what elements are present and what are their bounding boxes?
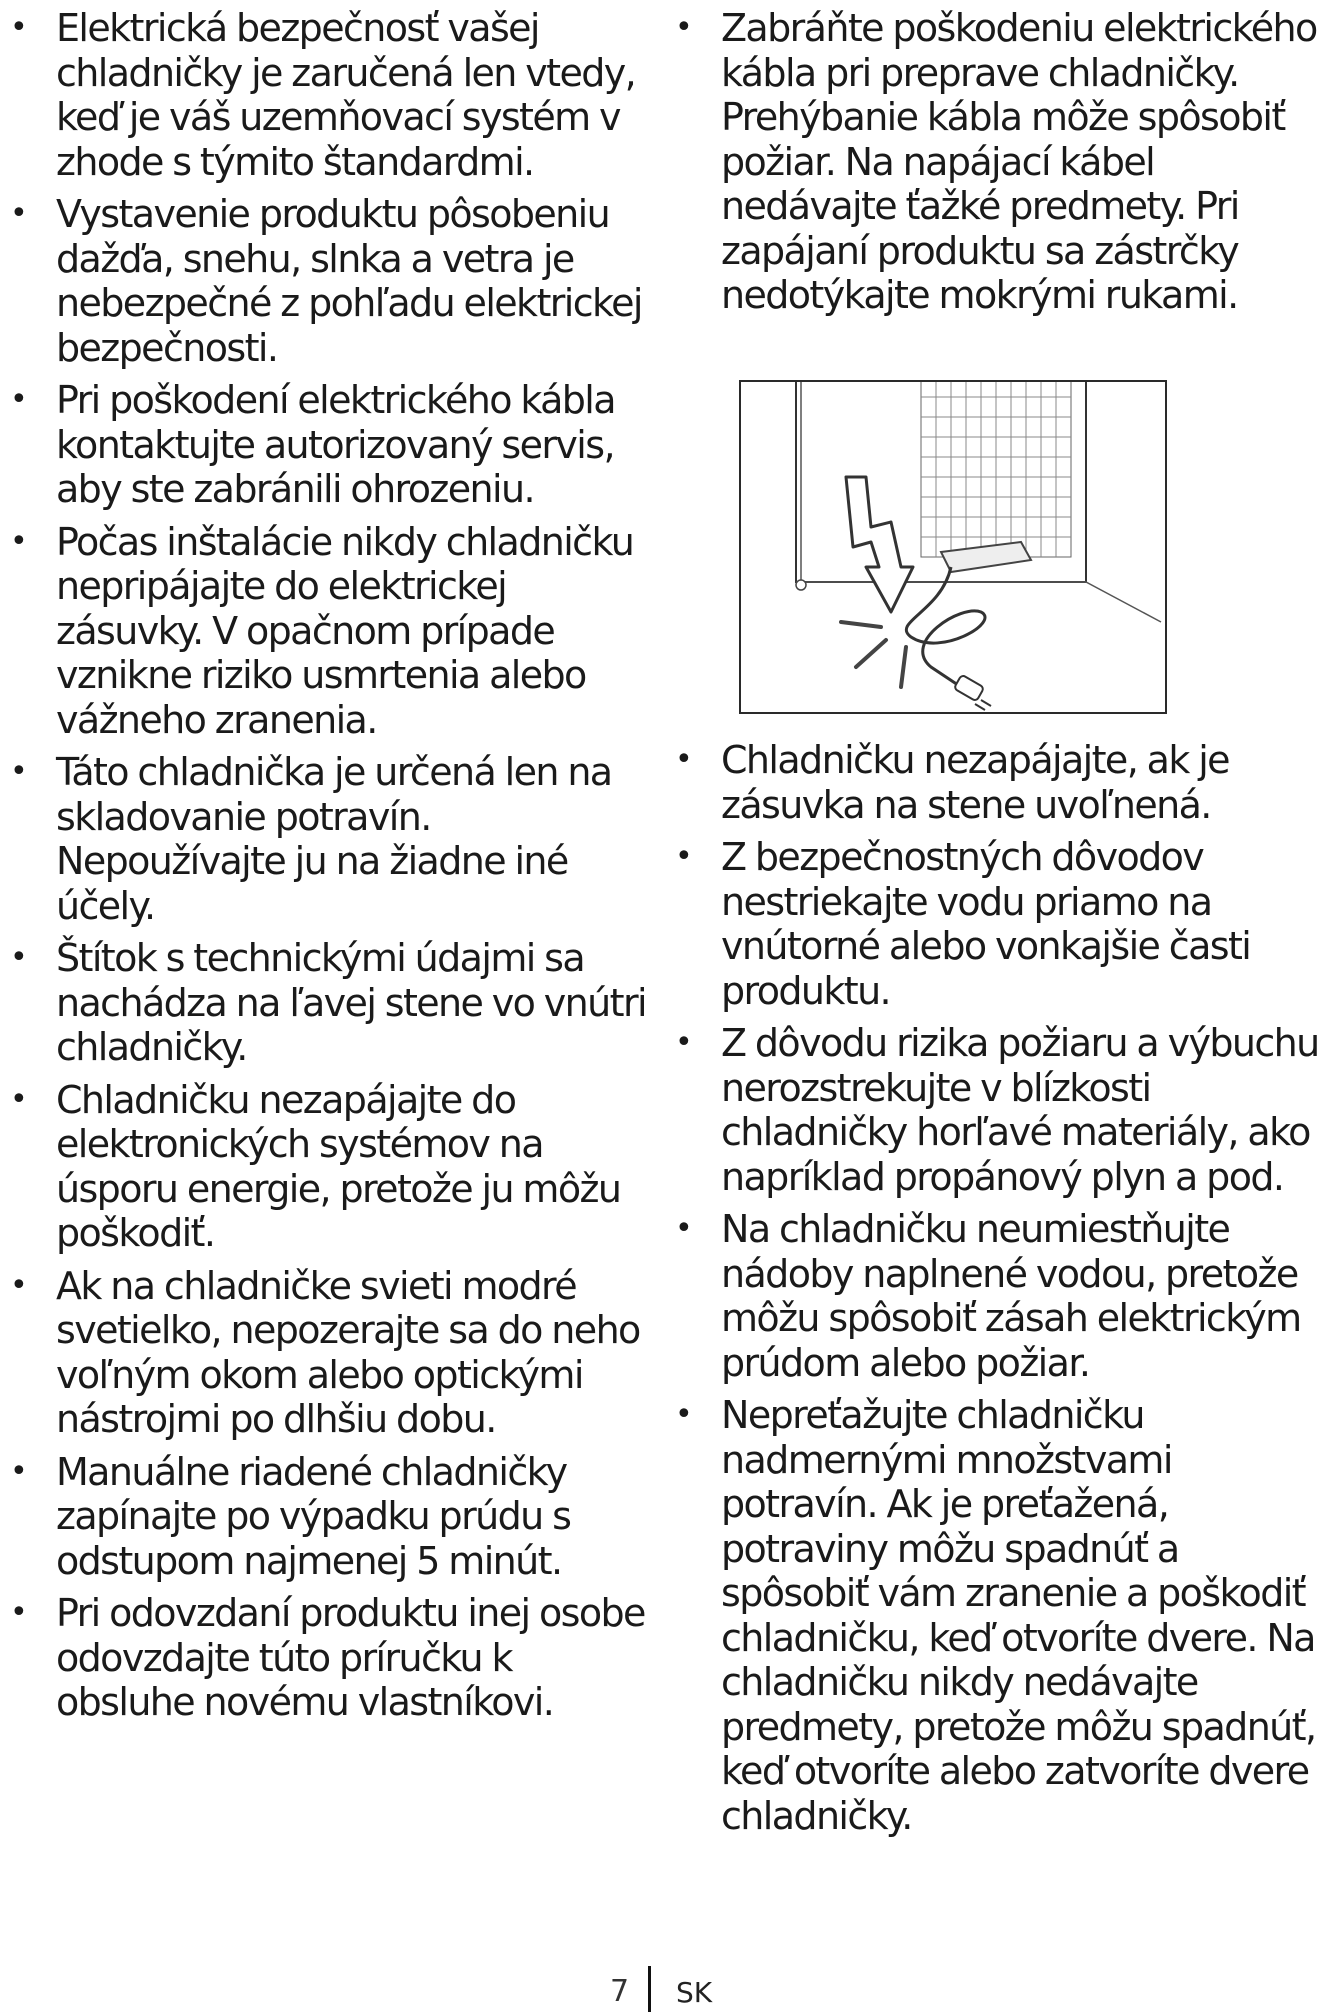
bullet-item	[665, 835, 1331, 1013]
bullet-item	[665, 1021, 1331, 1199]
bullet-text: Táto chladnička je určená len na skladovanie potravín. Nepoužívajte ju na žiadne iné účely.	[56, 750, 612, 928]
bullet-icon: •	[10, 1081, 27, 1117]
bullet-icon: •	[10, 1267, 27, 1303]
bullet-text: Vystavenie produktu pôsobeniu dažďa, snehu, slnka a vetra je nebezpečné z pohľadu elektrickej bezpečnosti.	[56, 192, 642, 370]
bullet-icon: •	[10, 754, 27, 789]
bullet-text: Pri odovzdaní produktu inej osobe odovzdajte túto príručku k obsluhe novému vlastníkovi.	[56, 1591, 645, 1724]
bullet-item	[0, 1450, 650, 1584]
bullet-icon: •	[675, 742, 692, 777]
bullet-text: Štítok s technickými údajmi sa nachádza na ľavej stene vo vnútri chladničky.	[56, 936, 646, 1069]
bullet-text: Ak na chladničke svieti modré svetielko, nepozerajte sa do neho voľným okom alebo optickými nástrojmi po dlhšiu dobu.	[56, 1263, 640, 1441]
bullet-text: Zabráňte poškodeniu elektrického kábla pri preprave chladničky. Prehýbanie kábla môže spôsobiť požiar. Na napájací kábel nedávajte ťažké predmety. Pri zapájaní produktu sa zástrčky nedotýkajte mokrými rukami.	[721, 6, 1317, 317]
left-bullet-list	[0, 0, 650, 1725]
bullet-item	[665, 1207, 1331, 1385]
bullet-text: Chladničku nezapájajte do elektronických systémov na úsporu energie, pretože ju môžu poškodiť.	[56, 1077, 621, 1255]
bullet-icon: •	[675, 839, 692, 874]
bullet-icon: •	[10, 382, 27, 417]
bullet-text: Nepreťažujte chladničku nadmernými množstvami potravín. Ak je preťažená, potraviny môžu spadnúť a spôsobiť vám zranenie a poškodiť chladničku, keď otvoríte dvere. Na chladničku nikdy nedávajte predmety, pretože môžu spadnúť, keď otvoríte alebo zatvoríte dvere chladničky.	[721, 1393, 1316, 1838]
bullet-item	[0, 192, 650, 370]
right-top-bullet-list	[665, 0, 1331, 318]
bullet-text: Manuálne riadené chladničky zapínajte po výpadku prúdu s odstupom najmenej 5 minút.	[56, 1449, 571, 1583]
bullet-item	[0, 6, 650, 184]
bullet-icon: •	[10, 523, 27, 559]
bullet-item	[0, 520, 650, 743]
bullet-icon: •	[10, 196, 27, 231]
bullet-icon: •	[675, 1211, 692, 1246]
bullet-item	[0, 1591, 650, 1725]
bullet-text: Na chladničku neumiestňujte nádoby naplnené vodou, pretože môžu spôsobiť zásah elektrickým prúdom alebo požiar.	[721, 1207, 1301, 1385]
bullet-item	[665, 738, 1331, 827]
bullet-icon: •	[10, 940, 27, 975]
bullet-icon: •	[10, 10, 27, 45]
bullet-text: Z dôvodu rizika požiaru a výbuchu nerozstrekujte v blízkosti chladničky horľavé materiály, ako napríklad propánový plyn a pod.	[721, 1021, 1319, 1199]
bullet-item	[0, 936, 650, 1070]
bullet-item	[0, 1264, 650, 1442]
language-code: SK	[676, 1976, 713, 2009]
page-number: 7	[610, 1974, 630, 2009]
bullet-text: Chladničku nezapájajte, ak je zásuvka na stene uvoľnená.	[721, 738, 1229, 827]
bullet-icon: •	[10, 1595, 27, 1630]
bullet-icon: •	[675, 1025, 692, 1060]
bullet-item	[665, 1393, 1331, 1838]
bullet-text: Počas inštalácie nikdy chladničku nepripájajte do elektrickej zásuvky. V opačnom prípade vznikne riziko usmrtenia alebo vážneho zranenia.	[56, 519, 634, 742]
footer-divider	[648, 1966, 651, 2012]
electric-shock-illustration	[739, 380, 1167, 714]
right-column	[665, 0, 1331, 1838]
bullet-icon: •	[675, 1397, 692, 1432]
bullet-item	[665, 6, 1331, 318]
bullet-text: Pri poškodení elektrického kábla kontaktujte autorizovaný servis, aby ste zabránili ohrozeniu.	[56, 378, 615, 511]
bullet-icon: •	[675, 10, 692, 45]
fridge-cable-shock-icon	[741, 382, 1165, 712]
bullet-text: Z bezpečnostných dôvodov nestriekajte vodu priamo na vnútorné alebo vonkajšie časti produktu.	[721, 835, 1251, 1013]
bullet-item	[0, 1078, 650, 1256]
bullet-text: Elektrická bezpečnosť vašej chladničky je zaručená len vtedy, keď je váš uzemňovací systém v zhode s týmito štandardmi.	[56, 6, 636, 184]
bullet-item	[0, 378, 650, 512]
bullet-icon: •	[10, 1453, 27, 1489]
right-bottom-bullet-list	[665, 732, 1331, 1846]
left-column	[0, 0, 650, 1733]
bullet-item	[0, 750, 650, 928]
